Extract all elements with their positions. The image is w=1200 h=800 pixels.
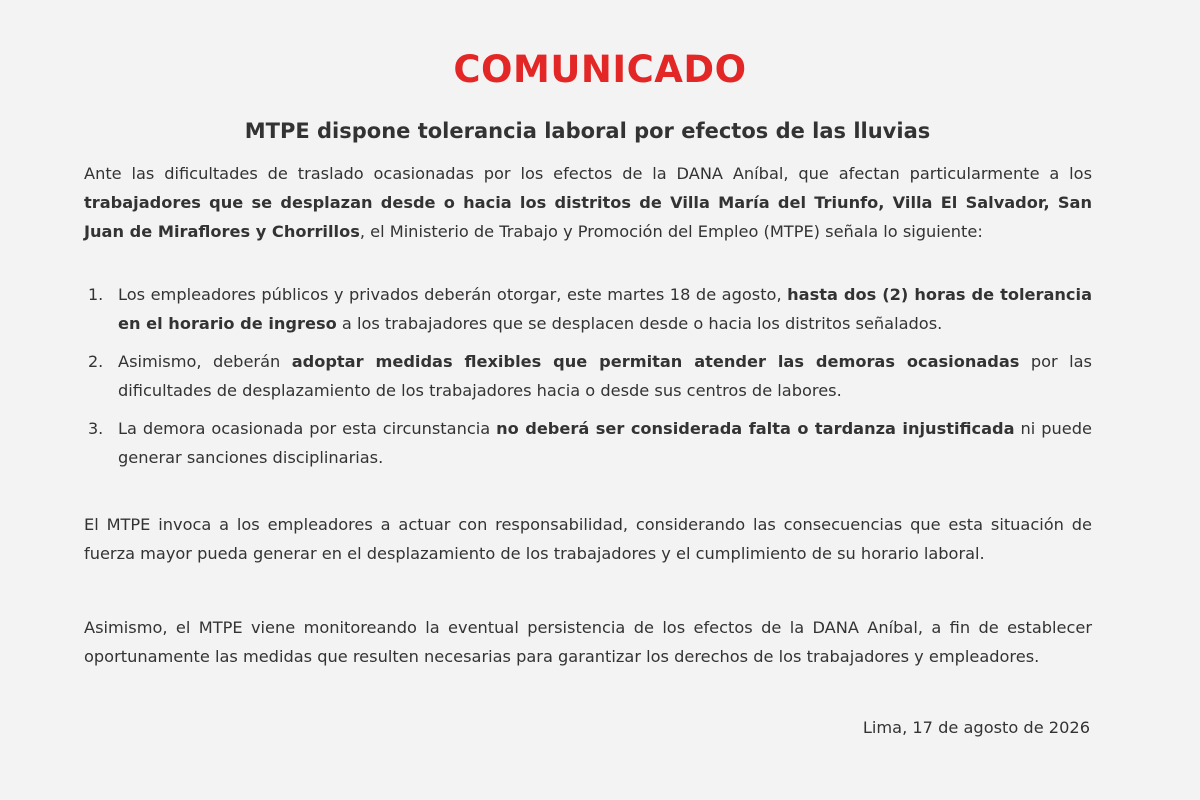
- list-item-number: 2.: [88, 352, 104, 371]
- communique-title: COMUNICADO: [453, 48, 747, 91]
- list-item-text-bold: adoptar medidas flexibles que permitan atender las demoras ocasionadas: [291, 352, 1020, 371]
- responsibility-paragraph: El MTPE invoca a los empleadores a actuar con responsabilidad, considerando las consecuencias que esta situación de fuerza mayor pueda generar en el desplazamiento de los trabajadores y el cumplimiento de su horario laboral.: [84, 515, 1092, 563]
- place-date-signature: Lima, 17 de agosto de 2026: [862, 718, 1090, 737]
- intro-text-start: Ante las dificultades de traslado ocasionadas por los efectos de la DANA Aníbal, que afectan particularmente a los: [84, 164, 1092, 183]
- list-item-text: [118, 347, 1092, 405]
- list-item-text-bold: hasta dos (2) horas de tolerancia en el horario de ingreso: [118, 285, 1092, 333]
- intro-text-bold: trabajadores que se desplazan desde o hacia los distritos de Villa María del Triunfo, Villa El Salvador, San Juan de Miraflores y Chorrillos: [84, 193, 1092, 241]
- measures-list: [84, 280, 1092, 481]
- list-item-text: [118, 414, 1092, 472]
- list-item-text-end: a los trabajadores que se desplacen desde o hacia los distritos señalados.: [336, 314, 943, 333]
- list-item: [84, 414, 1092, 472]
- list-item-text: [118, 280, 1092, 338]
- list-item-text-start: Los empleadores públicos y privados deberán otorgar, este martes 18 de agosto,: [118, 285, 788, 304]
- list-item-number: 3.: [88, 419, 104, 438]
- intro-paragraph: [84, 159, 1092, 246]
- intro-text-end: , el Ministerio de Trabajo y Promoción del Empleo (MTPE) señala lo siguiente:: [359, 222, 983, 241]
- list-item: [84, 347, 1092, 405]
- list-item-text-end: ni puede generar sanciones disciplinarias.: [118, 419, 1092, 467]
- list-item-number: 1.: [88, 285, 104, 304]
- list-item-text-start: Asimismo, deberán: [118, 352, 292, 371]
- communique-subtitle: MTPE dispone tolerancia laboral por efectos de las lluvias: [244, 119, 931, 143]
- list-item: [84, 280, 1092, 338]
- monitoring-paragraph: Asimismo, el MTPE viene monitoreando la eventual persistencia de los efectos de la DANA Aníbal, a fin de establecer oportunamente las medidas que resulten necesarias para garantizar los derechos de los trabajadores y empleadores.: [84, 618, 1092, 666]
- list-item-text-start: La demora ocasionada por esta circunstancia: [118, 419, 497, 438]
- list-item-text-end: por las dificultades de desplazamiento de los trabajadores hacia o desde sus centros de labores.: [118, 352, 1092, 400]
- list-item-text-bold: no deberá ser considerada falta o tardanza injustificada: [496, 419, 1015, 438]
